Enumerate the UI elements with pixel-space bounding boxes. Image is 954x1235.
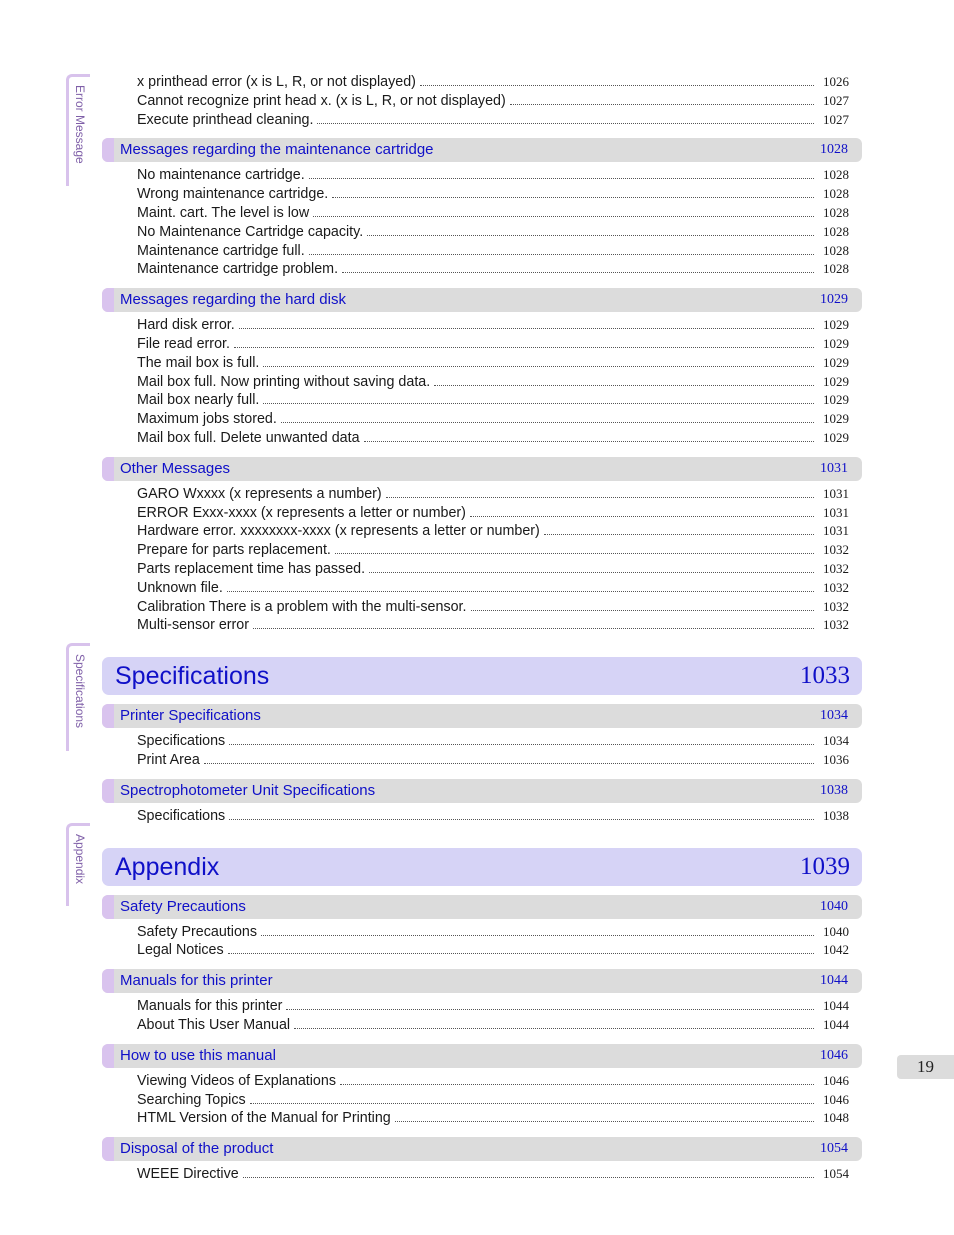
- section-page: 1054: [820, 1141, 848, 1157]
- section-disposal-of-the-product[interactable]: [102, 1137, 862, 1161]
- toc-entry-text: Maint. cart. The level is low: [137, 204, 310, 221]
- section-maintenance-cartridge[interactable]: [102, 138, 862, 162]
- toc-entry-text: HTML Version of the Manual for Printing: [137, 1110, 391, 1127]
- toc-entry-text: Specifications: [137, 807, 226, 824]
- toc-entry-text: Parts replacement time has passed.: [137, 560, 366, 577]
- toc-entry-page: 1027: [823, 92, 849, 108]
- toc-entry-page: 1054: [823, 1166, 849, 1182]
- section-title: Safety Precautions: [120, 897, 246, 915]
- toc-entry-text: Cannot recognize print head x. (x is L, R, or not displayed): [137, 92, 506, 109]
- toc-entry[interactable]: [102, 92, 862, 111]
- toc-entry[interactable]: [102, 1109, 862, 1128]
- leader-dots: [309, 177, 814, 179]
- leader-dots: [263, 402, 814, 404]
- toc-entry-text: Safety Precautions: [137, 923, 258, 940]
- leader-dots: [286, 1008, 814, 1010]
- toc-entry-page: 1029: [823, 354, 849, 370]
- leader-dots: [332, 196, 814, 198]
- toc-entry[interactable]: [102, 354, 862, 373]
- side-tab-appendix[interactable]: [66, 823, 90, 906]
- toc-entry-page: 1028: [823, 223, 849, 239]
- toc-entry-text: Print Area: [137, 751, 200, 768]
- toc-entry[interactable]: [102, 997, 862, 1016]
- section-page: 1046: [820, 1047, 848, 1063]
- toc-entry[interactable]: [102, 260, 862, 279]
- section-page: 1031: [820, 460, 848, 476]
- leader-dots: [281, 421, 814, 423]
- toc-entry-text: About This User Manual: [137, 1016, 291, 1033]
- toc-entry-page: 1032: [823, 542, 849, 558]
- toc-entry-page: 1029: [823, 392, 849, 408]
- toc-entry-page: 1048: [823, 1110, 849, 1126]
- toc-entry-page: 1031: [823, 504, 849, 520]
- leader-dots: [470, 515, 814, 517]
- toc-entry[interactable]: [102, 504, 862, 523]
- toc-entry[interactable]: [102, 73, 862, 92]
- section-page: 1044: [820, 973, 848, 989]
- toc-entry[interactable]: [102, 751, 862, 770]
- toc-entry[interactable]: [102, 111, 862, 130]
- toc-entry[interactable]: [102, 185, 862, 204]
- toc-entry-page: 1032: [823, 579, 849, 595]
- toc-entry[interactable]: [102, 807, 862, 826]
- leader-dots: [239, 327, 814, 329]
- toc-entry[interactable]: [102, 1016, 862, 1035]
- toc-entry-text: Mail box full. Now printing without saving data.: [137, 373, 431, 390]
- section-how-to-use-this-manual[interactable]: [102, 1044, 862, 1068]
- toc-entry[interactable]: [102, 316, 862, 335]
- section-page: 1034: [820, 708, 848, 724]
- leader-dots: [434, 384, 814, 386]
- toc-entry[interactable]: [102, 223, 862, 242]
- toc-entry-page: 1031: [823, 485, 849, 501]
- toc-entry-page: 1046: [823, 1091, 849, 1107]
- toc-entry-text: Prepare for parts replacement.: [137, 542, 331, 559]
- toc-entry-page: 1038: [823, 807, 849, 823]
- toc-entry-text: Manuals for this printer: [137, 998, 283, 1015]
- toc-entry[interactable]: [102, 391, 862, 410]
- chapter-page: 1039: [800, 852, 850, 880]
- toc-entry[interactable]: [102, 560, 862, 579]
- toc-entry-text: Multi-sensor error: [137, 617, 250, 634]
- section-spectrophotometer-specifications[interactable]: [102, 779, 862, 803]
- leader-dots: [234, 346, 814, 348]
- section-page: 1028: [820, 142, 848, 158]
- section-page: 1040: [820, 898, 848, 914]
- toc-entry-page: 1028: [823, 167, 849, 183]
- leader-dots: [420, 84, 814, 86]
- section-other-messages[interactable]: [102, 457, 862, 481]
- toc-entry-page: 1040: [823, 923, 849, 939]
- side-tab-error-message[interactable]: [66, 74, 90, 186]
- toc-entry[interactable]: [102, 1072, 862, 1091]
- toc-entry-text: Specifications: [137, 733, 226, 750]
- toc-entry-text: Maintenance cartridge problem.: [137, 261, 339, 278]
- section-safety-precautions[interactable]: [102, 895, 862, 919]
- leader-dots: [261, 934, 814, 936]
- toc-entry-page: 1044: [823, 998, 849, 1014]
- leader-dots: [253, 627, 814, 629]
- toc-entry-page: 1028: [823, 242, 849, 258]
- leader-dots: [313, 215, 814, 217]
- leader-dots: [335, 552, 814, 554]
- leader-dots: [227, 590, 814, 592]
- chapter-page: 1033: [800, 662, 850, 690]
- section-hard-disk[interactable]: [102, 288, 862, 312]
- toc-entry-page: 1042: [823, 942, 849, 958]
- toc-entry[interactable]: [102, 242, 862, 261]
- toc-entry-page: 1028: [823, 186, 849, 202]
- table-of-contents: [102, 73, 862, 1184]
- toc-entry-text: Legal Notices: [137, 942, 224, 959]
- toc-entry[interactable]: [102, 166, 862, 185]
- leader-dots: [317, 122, 814, 124]
- section-title: Messages regarding the hard disk: [120, 291, 346, 309]
- toc-entry-text: No maintenance cartridge.: [137, 167, 305, 184]
- toc-entry-page: 1029: [823, 373, 849, 389]
- toc-entry-page: 1036: [823, 751, 849, 767]
- leader-dots: [342, 271, 814, 273]
- leader-dots: [243, 1176, 814, 1178]
- leader-dots: [229, 818, 814, 820]
- leader-dots: [395, 1120, 814, 1122]
- toc-entry-text: Hard disk error.: [137, 317, 235, 334]
- section-page: 1029: [820, 292, 848, 308]
- leader-dots: [510, 103, 814, 105]
- leader-dots: [228, 952, 814, 954]
- toc-entry[interactable]: [102, 204, 862, 223]
- toc-entry-text: Viewing Videos of Explanations: [137, 1072, 336, 1089]
- toc-entry-page: 1044: [823, 1016, 849, 1032]
- toc-entry[interactable]: [102, 941, 862, 960]
- toc-entry-text: Searching Topics: [137, 1091, 246, 1108]
- toc-entry-page: 1046: [823, 1072, 849, 1088]
- section-title: Disposal of the product: [120, 1140, 274, 1158]
- section-title: Other Messages: [120, 459, 231, 477]
- leader-dots: [471, 609, 814, 611]
- chapter-appendix[interactable]: [102, 848, 862, 886]
- section-page: 1038: [820, 782, 848, 798]
- section-title: Manuals for this printer: [120, 972, 273, 990]
- toc-entry-text: GARO Wxxxx (x represents a number): [137, 485, 382, 502]
- leader-dots: [367, 234, 814, 236]
- leader-dots: [309, 253, 814, 255]
- section-title: How to use this manual: [120, 1046, 276, 1064]
- toc-entry[interactable]: [102, 1091, 862, 1110]
- toc-entry[interactable]: [102, 732, 862, 751]
- leader-dots: [386, 496, 814, 498]
- page-number: 19: [897, 1055, 954, 1079]
- chapter-title: Specifications: [115, 662, 270, 691]
- toc-entry-page: 1034: [823, 733, 849, 749]
- side-tab-label: Error Message: [73, 85, 87, 164]
- toc-entry-text: x printhead error (x is L, R, or not displayed): [137, 74, 416, 90]
- toc-entry-page: 1031: [823, 523, 849, 539]
- chapter-specifications[interactable]: [102, 657, 862, 695]
- toc-entry-text: Maximum jobs stored.: [137, 411, 277, 428]
- toc-entry-page: 1029: [823, 335, 849, 351]
- toc-entry-text: Mail box nearly full.: [137, 392, 260, 409]
- section-title: Spectrophotometer Unit Specifications: [120, 781, 376, 799]
- toc-entry-page: 1032: [823, 617, 849, 633]
- side-tab-label: Appendix: [73, 834, 87, 885]
- toc-entry-text: The mail box is full.: [137, 354, 260, 371]
- side-tab-specifications[interactable]: [66, 643, 90, 751]
- leader-dots: [294, 1027, 814, 1029]
- toc-entry[interactable]: [102, 522, 862, 541]
- toc-entry-text: Mail box full. Delete unwanted data: [137, 429, 360, 446]
- toc-entry-page: 1029: [823, 411, 849, 427]
- toc-entry[interactable]: [102, 335, 862, 354]
- toc-entry[interactable]: [102, 373, 862, 392]
- toc-entry-page: 1029: [823, 317, 849, 333]
- toc-entry-text: Calibration There is a problem with the multi-sensor.: [137, 598, 467, 615]
- leader-dots: [544, 533, 814, 535]
- toc-entry-page: 1032: [823, 598, 849, 614]
- toc-entry[interactable]: [102, 429, 862, 448]
- toc-entry-text: Unknown file.: [137, 579, 223, 596]
- toc-entry[interactable]: [102, 579, 862, 598]
- section-manuals-for-this-printer[interactable]: [102, 969, 862, 993]
- toc-entry-text: Maintenance cartridge full.: [137, 242, 305, 259]
- toc-entry-text: Execute printhead cleaning.: [137, 111, 314, 128]
- toc-entry-page: 1028: [823, 204, 849, 220]
- toc-entry[interactable]: [102, 410, 862, 429]
- toc-entry[interactable]: [102, 1165, 862, 1184]
- side-tab-label: Specifications: [73, 654, 87, 729]
- leader-dots: [340, 1083, 814, 1085]
- leader-dots: [250, 1102, 814, 1104]
- leader-dots: [263, 365, 814, 367]
- toc-entry-page: 1026: [823, 74, 849, 89]
- toc-entry[interactable]: [102, 598, 862, 617]
- toc-entry[interactable]: [102, 616, 862, 635]
- chapter-title: Appendix: [115, 852, 220, 881]
- toc-entry-page: 1032: [823, 560, 849, 576]
- leader-dots: [364, 440, 814, 442]
- toc-entry-text: ERROR Exxx-xxxx (x represents a letter or number): [137, 504, 466, 521]
- leader-dots: [369, 571, 814, 573]
- toc-entry-page: 1027: [823, 111, 849, 127]
- toc-entry[interactable]: [102, 485, 862, 504]
- section-printer-specifications[interactable]: [102, 704, 862, 728]
- toc-entry-text: WEEE Directive: [137, 1166, 239, 1183]
- leader-dots: [204, 762, 814, 764]
- toc-entry-text: Wrong maintenance cartridge.: [137, 186, 329, 203]
- toc-entry-text: No Maintenance Cartridge capacity.: [137, 223, 364, 240]
- toc-entry[interactable]: [102, 923, 862, 942]
- toc-entry-page: 1028: [823, 261, 849, 277]
- toc-entry[interactable]: [102, 541, 862, 560]
- section-title: Printer Specifications: [120, 707, 261, 725]
- section-title: Messages regarding the maintenance cartridge: [120, 141, 434, 159]
- toc-entry-text: Hardware error. xxxxxxxx-xxxx (x represents a letter or number): [137, 523, 540, 540]
- toc-entry-text: File read error.: [137, 335, 230, 352]
- toc-entry-page: 1029: [823, 429, 849, 445]
- leader-dots: [229, 743, 814, 745]
